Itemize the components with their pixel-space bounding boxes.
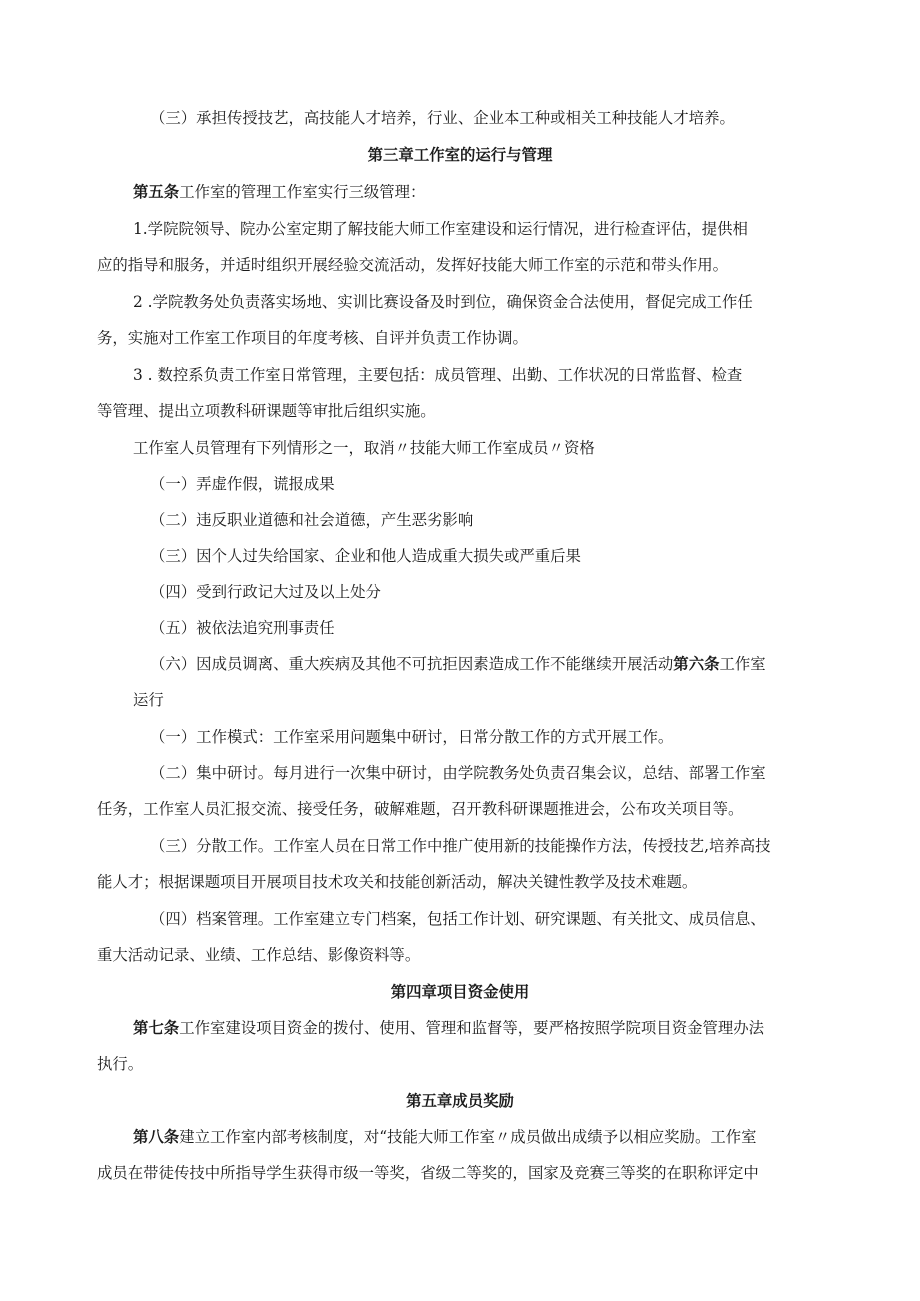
article8-text: 建立工作室内部考核制度，对“技能大师工作室〃成员做出成绩予以相应奖励。工作室 <box>179 1128 757 1146</box>
chapter3-heading: 第三章工作室的运行与管理 <box>367 146 553 164</box>
cancel-item-1: （一）弄虚作假，谎报成果 <box>150 475 335 493</box>
article8 <box>133 1126 873 1148</box>
item2-line1: 2 .学院教务处负责落实场地、实训比赛设备及时到位，确保资金合法使用，督促完成工作任 <box>133 293 753 311</box>
article8-label: 第八条 <box>133 1128 180 1146</box>
cancel-intro: 工作室人员管理有下列情形之一，取消〃技能大师工作室成员〃资格 <box>133 439 595 457</box>
operation-4-line1: （四）档案管理。工作室建立专门档案，包括工作计划、研究课题、有关批文、成员信息、 <box>150 910 766 928</box>
article5 <box>133 181 873 203</box>
paragraph-duties-3: （三）承担传授技艺，高技能人才培养，行业、企业本工种或相关工种技能人才培养。 <box>150 109 735 127</box>
item3-line2: 等管理、提出立项教科研课题等审批后组织实施。 <box>97 402 436 420</box>
article7-label: 第七条 <box>133 1019 180 1037</box>
cancel-item-6-text: （六）因成员调离、重大疾病及其他不可抗拒因素造成工作不能继续开展活动 <box>150 655 674 673</box>
chapter5-heading: 第五章成员奖励 <box>406 1092 514 1110</box>
item2-line2: 务，实施对工作室工作项目的年度考核、自评并负责工作协调。 <box>97 329 528 347</box>
item1-line2: 应的指导和服务，并适时组织开展经验交流活动，发挥好技能大师工作室的示范和带头作用。 <box>97 256 729 274</box>
cancel-item-6 <box>150 653 870 675</box>
cancel-item-4: （四）受到行政记大过及以上处分 <box>150 583 381 601</box>
article7-line2: 执行。 <box>97 1055 144 1073</box>
operation-3-line2: 能人才；根据课题项目开展项目技术攻关和技能创新活动，解决关键性教学及技术难题。 <box>97 873 698 891</box>
article6-text: 工作室 <box>719 655 766 673</box>
article6-label: 第六条 <box>673 655 720 673</box>
item3-line1: 3 . 数控系负责工作室日常管理，主要包括：成员管理、出勤、工作状况的日常监督、检查 <box>133 366 743 384</box>
cancel-item-5: （五）被依法追究刑事责任 <box>150 619 335 637</box>
article7-text: 工作室建设项目资金的拨付、使用、管理和监督等，要严格按照学院项目资金管理办法 <box>179 1019 765 1037</box>
item1-line1: 1.学院院领导、院办公室定期了解技能大师工作室建设和运行情况，进行检查评估，提供相 <box>133 220 748 238</box>
operation-3-line1: （三）分散工作。工作室人员在日常工作中推广使用新的技能操作方法，传授技艺,培养高技 <box>150 837 771 855</box>
cancel-item-2: （二）违反职业道德和社会道德，产生恶劣影响 <box>150 511 474 529</box>
operation-2-line1: （二）集中研讨。每月进行一次集中研讨，由学院教务处负责召集会议，总结、部署工作室 <box>150 764 766 782</box>
article7 <box>133 1017 873 1039</box>
cancel-item-3: （三）因个人过失给国家、企业和他人造成重大损失或严重后果 <box>150 547 581 565</box>
article8-line2: 成员在带徒传技中所指导学生获得市级一等奖，省级二等奖的，国家及竞赛三等奖的在职称评定中 <box>97 1164 759 1182</box>
article5-label: 第五条 <box>133 183 180 201</box>
operation-4-line2: 重大活动记录、业绩、工作总结、影像资料等。 <box>97 946 421 964</box>
article5-text: 工作室的管理工作室实行三级管理： <box>179 183 426 201</box>
operation-2-line2: 任务，工作室人员汇报交流、接受任务，破解难题，召开教科研课题推进会，公布攻关项目等。 <box>97 800 744 818</box>
operation-1: （一）工作模式：工作室采用问题集中研讨，日常分散工作的方式开展工作。 <box>150 728 674 746</box>
article6-continuation: 运行 <box>133 691 164 709</box>
chapter4-heading: 第四章项目资金使用 <box>390 983 530 1001</box>
